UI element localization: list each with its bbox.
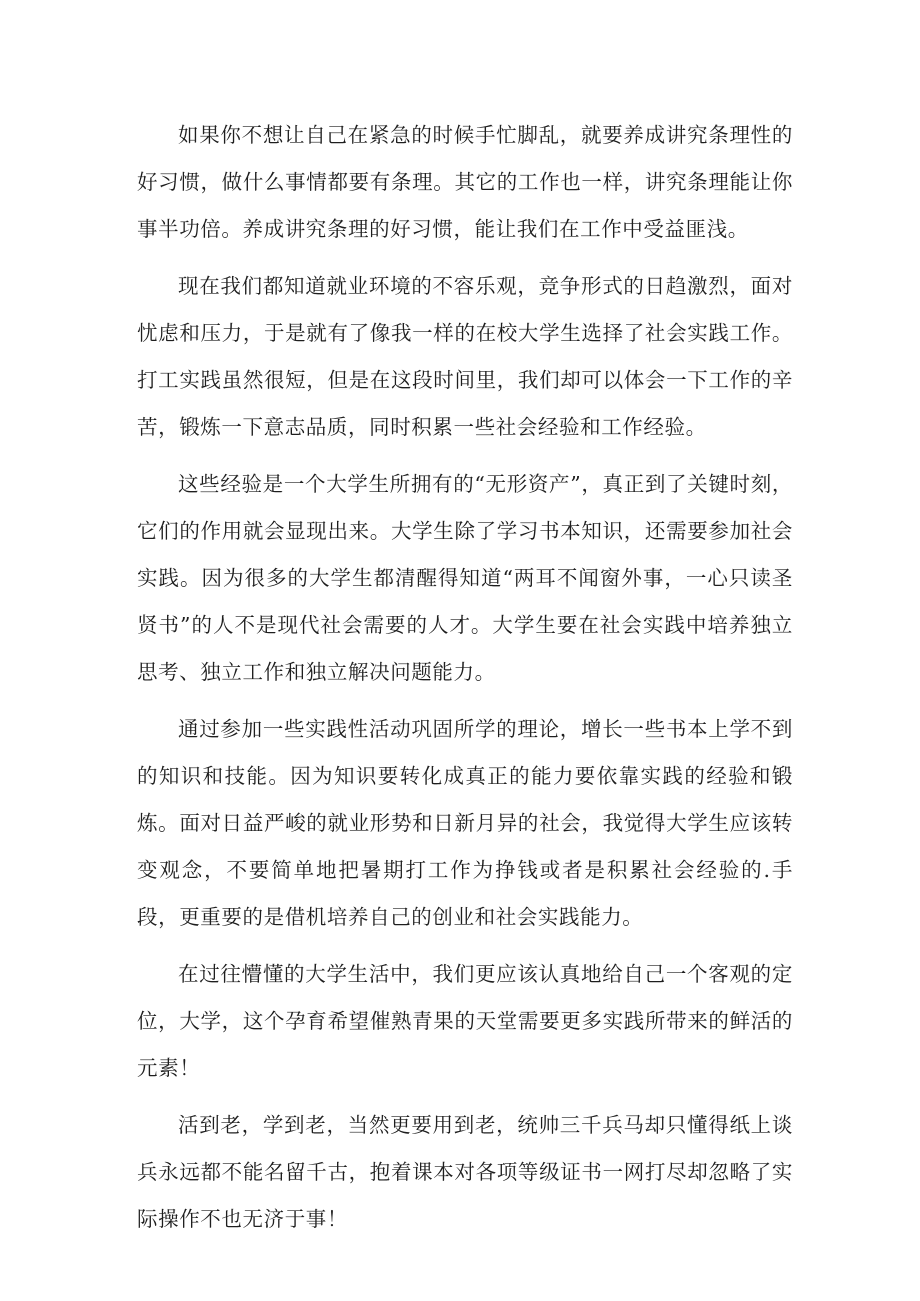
paragraph-4: 通过参加一些实践性活动巩固所学的理论，增长一些书本上学不到的知识和技能。因为知识要转化成真正的能力要依靠实践的经验和锻炼。面对日益严峻的就业形势和日新月异的社会，我觉得大学生应该转变观念，不要简单地把暑期打工作为挣钱或者是积累社会经验的.手段，更重要的是借机培养自己的创业和社会实践能力。 bbox=[137, 717, 793, 929]
paragraph-3: 这些经验是一个大学生所拥有的“无形资产”，真正到了关键时刻，它们的作用就会显现出来。大学生除了学习书本知识，还需要参加社会实践。因为很多的大学生都清醒得知道“两耳不闻窗外事，一心只读圣贤书”的人不是现代社会需要的人才。大学生要在社会实践中培养独立思考、独立工作和独立解决问题能力。 bbox=[137, 472, 793, 684]
paragraph-1: 如果你不想让自己在紧急的时候手忙脚乱，就要养成讲究条理性的好习惯，做什么事情都要有条理。其它的工作也一样，讲究条理能让你事半功倍。养成讲究条理的好习惯，能让我们在工作中受益匪浅。 bbox=[137, 123, 793, 241]
paragraph-5: 在过往懵懂的大学生活中，我们更应该认真地给自己一个客观的定位，大学，这个孕育希望催熟青果的天堂需要更多实践所带来的鲜活的元素！ bbox=[137, 962, 793, 1080]
document-body bbox=[137, 112, 793, 1253]
paragraph-6: 活到老，学到老，当然更要用到老，统帅三千兵马却只懂得纸上谈兵永远都不能名留千古，抱着课本对各项等级证书一网打尽却忽略了实际操作不也无济于事！ bbox=[137, 1113, 793, 1231]
paragraph-2: 现在我们都知道就业环境的不容乐观，竞争形式的日趋激烈，面对忧虑和压力，于是就有了像我一样的在校大学生选择了社会实践工作。打工实践虽然很短，但是在这段时间里，我们却可以体会一下工作的辛苦，锻炼一下意志品质，同时积累一些社会经验和工作经验。 bbox=[137, 274, 793, 439]
